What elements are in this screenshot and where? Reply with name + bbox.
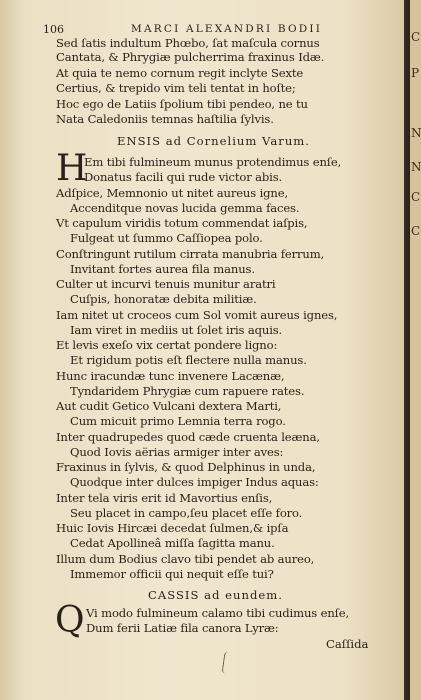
verse-line: Inter quadrupedes quod cæde cruenta leæna, (56, 430, 320, 444)
adjacent-letter: C (411, 190, 421, 204)
verse-line: Certius, & trepido vim teli tentat in hoſte; (56, 81, 296, 95)
adjacent-page-edge (410, 0, 421, 700)
verse-line: Quod Iovis aërias armiger inter aves: (70, 445, 284, 459)
verse-line: Illum dum Bodius clavo tibi pendet ab aureo, (56, 552, 315, 566)
paper-fold-mark (222, 651, 234, 674)
verse-line: Vi modo fulmineum calamo tibi cudimus enſe, (86, 606, 350, 620)
verse-line: Cantata, & Phrygiæ pulcherrima fraxinus Idæ. (56, 50, 325, 64)
verse-line: Hunc iracundæ tunc invenere Lacænæ, (56, 369, 285, 383)
running-title: MARCI ALEXANDRI BODII (131, 23, 323, 35)
verse-line: Donatus facili qui rude victor abis. (84, 170, 283, 184)
verse-line: Tyndaridem Phrygiæ cum rapuere rates. (70, 384, 305, 398)
verse-line: Sed ſatis indultum Phœbo, ſat maſcula cornus (56, 36, 320, 50)
verse-line: Cedat Apollineâ miſſa ſagitta manu. (70, 536, 275, 550)
verse-line: Iam viret in mediis ut ſolet iris aquis. (70, 323, 283, 337)
verse-line: Em tibi fulmineum munus protendimus enſe, (84, 155, 342, 169)
verse-line: Adſpice, Memnonio ut nitet aureus igne, (56, 186, 288, 200)
verse-line: Immemor officii qui nequit eſſe tui? (70, 567, 274, 581)
verse-line: Aut cudit Getico Vulcani dextera Marti, (56, 399, 282, 413)
verse-line: Fraxinus in ſylvis, & quod Delphinus in unda, (56, 460, 316, 474)
poem-title-ensis: ENSIS ad Cornelium Varum. (117, 134, 310, 148)
adjacent-letter: C (411, 30, 421, 44)
verse-line: Nata Caledoniis temnas haſtilia ſylvis. (56, 112, 274, 126)
adjacent-letter: P (411, 66, 420, 80)
verse-line: Accenditque novas lucida gemma faces. (70, 201, 300, 215)
verse-line: Invitant fortes aurea fila manus. (70, 262, 255, 276)
verse-line: Huic Iovis Hircæi decedat ſulmen,& ipſa (56, 521, 289, 535)
adjacent-letter: N (411, 160, 421, 174)
verse-line: Et levis exeſo vix certat pondere ligno: (56, 338, 278, 352)
page-number: 106 (43, 23, 64, 36)
poem-title-cassis: CASSIS ad eundem. (148, 588, 283, 602)
drop-cap-h: H (56, 148, 88, 189)
verse-line: Iam nitet ut croceos cum Sol vomit aureus ignes, (56, 308, 338, 322)
verse-line: Fulgeat ut ſummo Caſſiopea polo. (70, 231, 263, 245)
catchword: Caſſida (326, 637, 369, 651)
verse-line: Et rigidum potis eſt flectere nulla manus. (70, 353, 307, 367)
verse-line: Quodque inter dulces impiger Indus aquas: (70, 475, 319, 489)
drop-cap-q: Q (55, 600, 85, 641)
verse-line: Inter tela viris erit id Mavortius enſis, (56, 491, 273, 505)
verse-line: Dum ferii Latiæ fila canora Lyræ: (86, 621, 279, 635)
verse-line: Conſtringunt rutilum cirrata manubria ferrum, (56, 247, 325, 261)
verse-line: Cum micuit primo Lemnia terra rogo. (70, 414, 286, 428)
verse-line: At quia te nemo cornum regit inclyte Sexte (56, 66, 304, 80)
verse-line: Cuſpis, honoratæ debita militiæ. (70, 292, 257, 306)
verse-line: Vt capulum viridis totum commendat iaſpis, (56, 216, 308, 230)
verse-line: Hoc ego de Latiis ſpolium tibi pendeo, ne tu (56, 97, 308, 111)
verse-line: Culter ut incurvi tenuis munitur aratri (56, 277, 276, 291)
adjacent-letter: N (411, 126, 421, 140)
verse-line: Seu placet in campo,ſeu placet eſſe foro. (70, 506, 303, 520)
adjacent-letter: C (411, 224, 421, 238)
